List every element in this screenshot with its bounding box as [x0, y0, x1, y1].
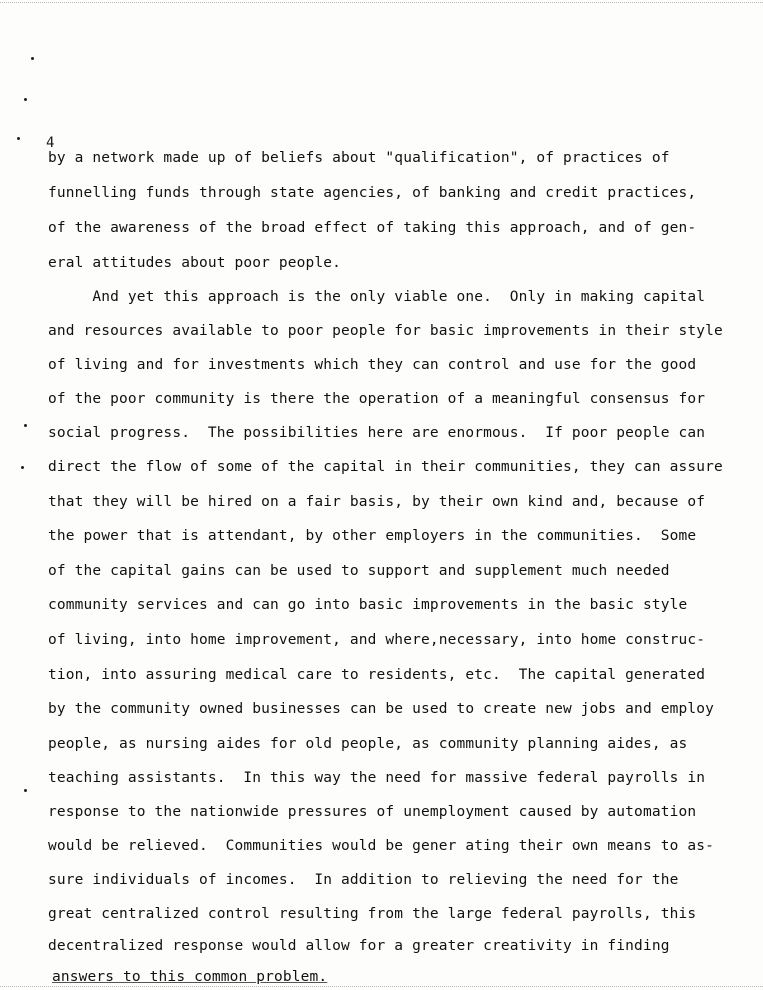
text-line: teaching assistants. In this way the need for massive federal payrolls in [48, 770, 706, 786]
text-line: sure individuals of incomes. In addition to relieving the need for the [48, 872, 679, 888]
text-line: eral attitudes about poor people. [48, 255, 342, 271]
text-line: community services and can go into basic improvements in the basic style [48, 597, 688, 613]
margin-speck [24, 98, 27, 101]
text-line: of the capital gains can be used to support and supplement much needed [48, 563, 670, 579]
margin-speck [24, 424, 27, 427]
text-line: people, as nursing aides for old people, as community planning aides, as [48, 736, 688, 752]
text-line: the power that is attendant, by other employers in the communities. Some [48, 528, 697, 544]
margin-speck [24, 789, 27, 792]
text-line: great centralized control resulting from the large federal payrolls, this [48, 906, 697, 922]
text-line: by a network made up of beliefs about "qualification", of practices of [48, 150, 670, 166]
text-line: by the community owned businesses can be used to create new jobs and employ [48, 701, 714, 717]
text-line: of living, into home improvement, and where,necessary, into home construc- [48, 632, 706, 648]
page-number: 4 [46, 135, 55, 151]
text-line: decentralized response would allow for a greater creativity in finding [48, 938, 670, 954]
text-line: tion, into assuring medical care to residents, etc. The capital generated [48, 667, 706, 683]
text-line: answers to this common problem. [52, 969, 328, 985]
margin-speck [31, 57, 34, 60]
text-line: that they will be hired on a fair basis, by their own kind and, because of [48, 494, 706, 510]
margin-speck [17, 137, 20, 140]
text-line: direct the flow of some of the capital in their communities, they can assure [48, 459, 723, 475]
text-line: would be relieved. Communities would be gener ating their own means to as- [48, 838, 714, 854]
text-line: of the awareness of the broad effect of taking this approach, and of gen- [48, 220, 697, 236]
text-line: social progress. The possibilities here are enormous. If poor people can [48, 425, 706, 441]
text-line: response to the nationwide pressures of unemployment caused by automation [48, 804, 697, 820]
text-line: And yet this approach is the only viable one. Only in making capital [48, 289, 706, 305]
margin-speck [21, 466, 24, 469]
text-line: of living and for investments which they can control and use for the good [48, 357, 697, 373]
text-line: of the poor community is there the operation of a meaningful consensus for [48, 391, 706, 407]
text-line: funnelling funds through state agencies, of banking and credit practices, [48, 185, 697, 201]
page-bottom-edge [0, 986, 763, 987]
page-top-edge [0, 2, 763, 3]
text-line: and resources available to poor people for basic improvements in their style [48, 323, 723, 339]
